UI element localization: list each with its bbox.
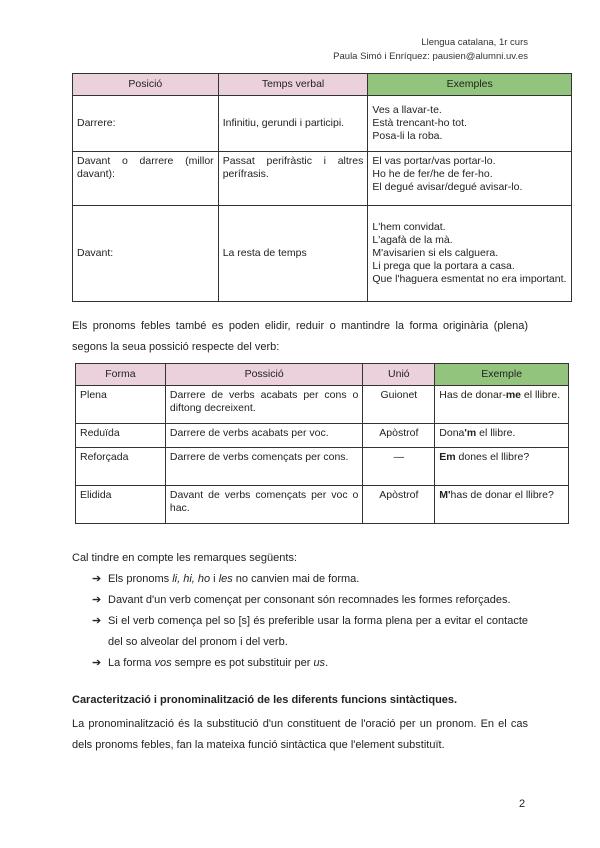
cell-example: [435, 386, 569, 424]
cell-position: Darrere de verbs acabats per voc.: [165, 424, 363, 448]
table-row: [76, 486, 569, 524]
remark-text: La forma: [108, 657, 155, 669]
arrow-icon: ➔: [92, 573, 102, 585]
remark-text: sempre es pot substituir per: [171, 657, 314, 669]
table-header-row: [73, 74, 572, 96]
list-item: [92, 653, 528, 674]
example-text: el llibre.: [521, 389, 561, 401]
remarks-list: [92, 569, 528, 674]
remark-text: Davant d'un verb començat per consonant són recomnades les formes reforçades.: [108, 594, 511, 606]
cell-union: Apòstrof: [363, 486, 435, 524]
cell-form: Reduïda: [76, 424, 166, 448]
remark-italic: vos: [154, 657, 172, 669]
example-pronoun: 'm: [464, 427, 477, 439]
cell-position: Darrere:: [73, 96, 219, 152]
example-text: Has de donar-: [439, 389, 506, 401]
table-header-row: [76, 364, 569, 386]
header-unio: Unió: [363, 364, 435, 386]
arrow-icon: ➔: [92, 657, 102, 669]
list-item: [92, 611, 528, 653]
cell-union: Apòstrof: [363, 424, 435, 448]
example-line: Ves a llavar-te.: [372, 104, 442, 116]
section-heading: Caracterització i pronominalització de les diferents funcions sintàctiques.: [72, 694, 458, 706]
remark-text: i: [210, 573, 219, 585]
header-forma: Forma: [76, 364, 166, 386]
list-item: [92, 569, 528, 590]
position-table: [72, 73, 572, 302]
intro-paragraph: Els pronoms febles també es poden elidir, reduir o mantindre la forma originària (plena) segons la seua possició respecte del verb:: [72, 320, 528, 353]
cell-tense: Passat perifràstic i altres perífrasis.: [218, 152, 368, 206]
example-line: Li prega que la portara a casa.: [372, 260, 515, 272]
header-possicio: Possició: [165, 364, 363, 386]
example-text: el llibre.: [476, 427, 516, 439]
course-title: Llengua catalana, 1r curs: [421, 37, 528, 48]
remark-text: Els pronoms: [108, 573, 173, 585]
header-temps-verbal: Temps verbal: [218, 74, 368, 96]
arrow-icon: ➔: [92, 594, 102, 606]
table-row: [73, 206, 572, 302]
example-line: El degué avisar/degué avisar-lo.: [372, 181, 523, 193]
arrow-icon: ➔: [92, 615, 102, 627]
example-line: M'avisarien si els calguera.: [372, 247, 499, 259]
cell-form: Elidida: [76, 486, 166, 524]
cell-tense: Infinitiu, gerundi i participi.: [218, 96, 368, 152]
example-line: Ho he de fer/he de fer-ho.: [372, 168, 493, 180]
header-posicio: Posició: [73, 74, 219, 96]
example-text: dones el llibre?: [455, 451, 530, 463]
closing-paragraph: La pronominalització és la substitució d'un constituent de l'oració per un pronom. En el cas dels pronoms febles, fan la mateixa funció sintàctica que l'element substituït.: [72, 718, 528, 751]
remark-text: .: [325, 657, 329, 669]
remark-italic: us: [313, 657, 326, 669]
cell-example: [435, 424, 569, 448]
cell-examples: [368, 152, 572, 206]
remark-italic: les: [218, 573, 233, 585]
cell-example: [435, 448, 569, 486]
table-row: [73, 152, 572, 206]
cell-union: Guionet: [363, 386, 435, 424]
forms-table: [75, 363, 569, 524]
example-text: has de donar el llibre?: [450, 489, 554, 501]
example-pronoun: Em: [439, 451, 456, 463]
cell-position: Davant o darrere (millor davant):: [73, 152, 219, 206]
cell-form: Reforçada: [76, 448, 166, 486]
example-line: Posa-li la roba.: [372, 130, 443, 142]
example-line: Està trencant-ho tot.: [372, 117, 467, 129]
table-row: [76, 424, 569, 448]
cell-tense: La resta de temps: [218, 206, 368, 302]
cell-position: Darrere de verbs començats per cons.: [165, 448, 363, 486]
remark-italic: li, hi, ho: [172, 573, 211, 585]
table-row: [73, 96, 572, 152]
cell-position: Darrere de verbs acabats per cons o diftong decreixent.: [165, 386, 363, 424]
remark-text: no canvien mai de forma.: [232, 573, 360, 585]
cell-position: Davant:: [73, 206, 219, 302]
author-line: Paula Simó i Enríquez: pausien@alumni.uv.es: [333, 51, 528, 62]
page-number: 2: [519, 798, 526, 810]
table-row: [76, 448, 569, 486]
cell-position: Davant de verbs començats per voc o hac.: [165, 486, 363, 524]
header-exemples: Exemples: [368, 74, 572, 96]
list-item: [92, 590, 528, 611]
example-line: L'agafà de la mà.: [372, 234, 453, 246]
table-row: [76, 386, 569, 424]
remarks-intro: Cal tindre en compte les remarques següents:: [72, 552, 298, 564]
example-text: Dona: [439, 427, 465, 439]
page-header: [333, 36, 528, 64]
header-exemple: Exemple: [435, 364, 569, 386]
example-line: El vas portar/vas portar-lo.: [372, 155, 496, 167]
remark-text: Si el verb comença pel so [s] és preferible usar la forma plena per a evitar el contacte del so alveolar del pronom i del verb.: [108, 615, 528, 648]
cell-examples: [368, 96, 572, 152]
example-line: Que l'haguera esmentat no era important.: [372, 273, 567, 285]
cell-union: —: [363, 448, 435, 486]
example-pronoun: M': [439, 489, 451, 501]
example-pronoun: me: [505, 389, 522, 401]
example-line: L'hem convidat.: [372, 221, 446, 233]
cell-form: Plena: [76, 386, 166, 424]
cell-example: [435, 486, 569, 524]
cell-examples: [368, 206, 572, 302]
